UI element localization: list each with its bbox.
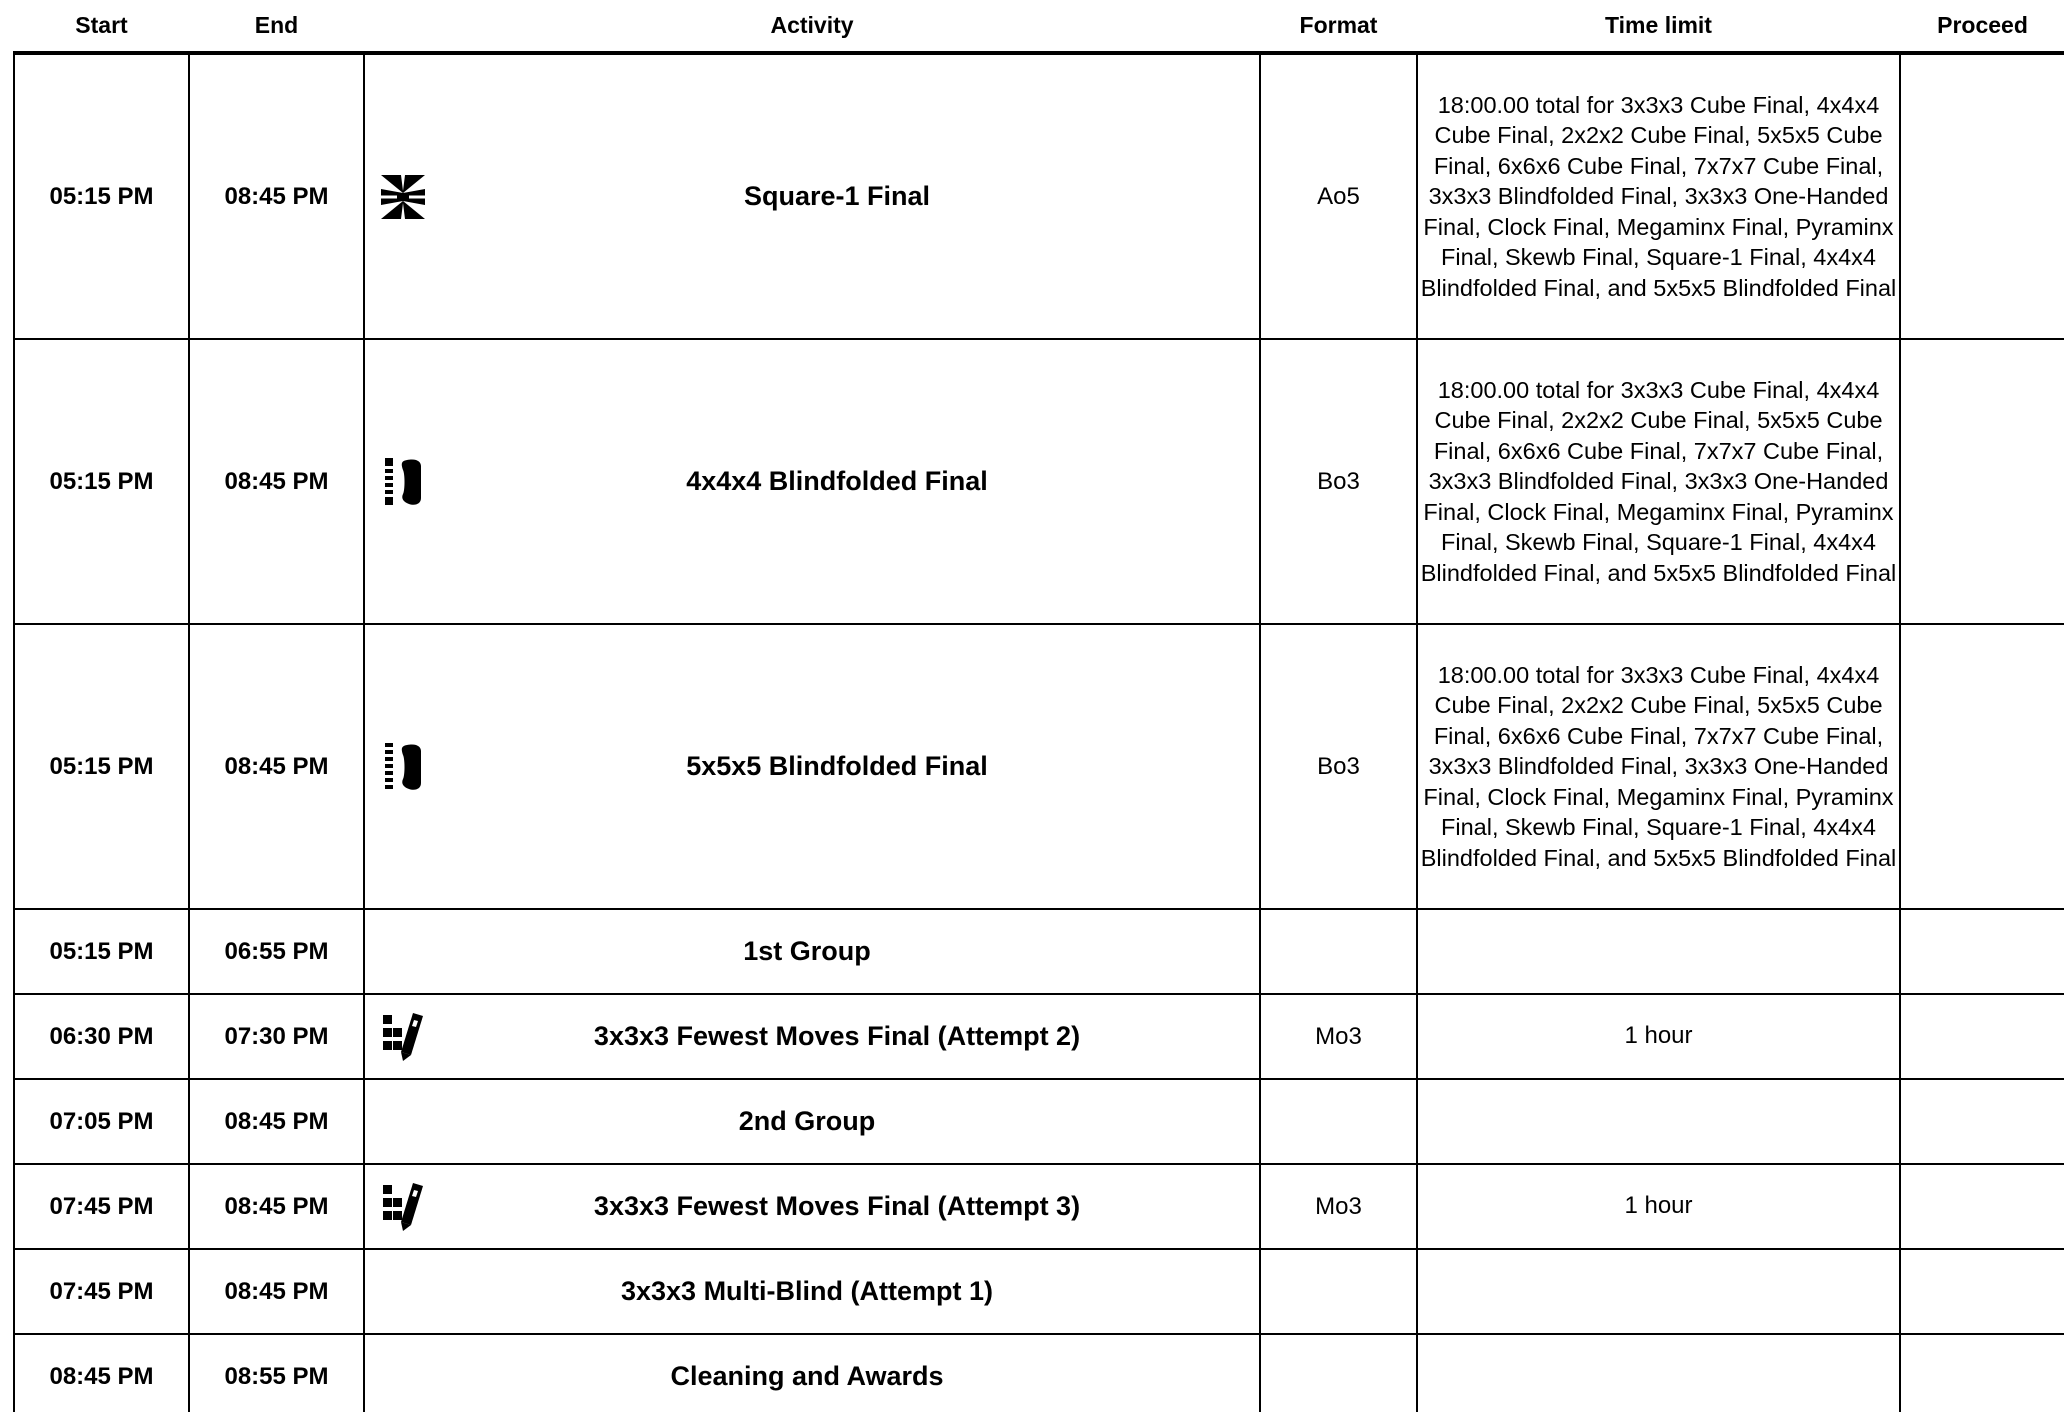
time-limit-cell: 1 hour <box>1417 994 1900 1079</box>
table-row <box>14 1079 2064 1164</box>
format-cell: Mo3 <box>1260 994 1417 1079</box>
start-time: 05:15 PM <box>14 624 189 909</box>
format-cell <box>1260 1079 1417 1164</box>
table-row <box>14 909 2064 994</box>
activity-cell <box>364 1079 1260 1164</box>
end-time: 08:45 PM <box>189 1164 364 1249</box>
table-row <box>14 1164 2064 1249</box>
activity-name: 4x4x4 Blindfolded Final <box>686 466 988 496</box>
start-time: 07:05 PM <box>14 1079 189 1164</box>
activity-cell <box>364 909 1260 994</box>
end-time: 08:45 PM <box>189 1249 364 1334</box>
time-limit-cell <box>1417 1249 1900 1334</box>
start-time: 08:45 PM <box>14 1334 189 1412</box>
start-time: 06:30 PM <box>14 994 189 1079</box>
blindfolded-icon <box>381 456 425 508</box>
proceed-cell <box>1900 1079 2064 1164</box>
activity-name: 5x5x5 Blindfolded Final <box>686 751 988 781</box>
end-time: 08:45 PM <box>189 53 364 339</box>
activity-cell <box>364 339 1260 624</box>
start-time: 07:45 PM <box>14 1164 189 1249</box>
column-header-activity: Activity <box>364 0 1260 53</box>
activity-name: 3x3x3 Fewest Moves Final (Attempt 2) <box>593 1021 1081 1051</box>
activity-cell <box>364 1334 1260 1412</box>
proceed-cell <box>1900 909 2064 994</box>
start-time: 07:45 PM <box>14 1249 189 1334</box>
activity-name: 3x3x3 Fewest Moves Final (Attempt 3) <box>593 1191 1081 1221</box>
activity-name: 2nd Group <box>738 1106 876 1136</box>
column-header-proceed: Proceed <box>1900 0 2064 53</box>
activity-name: 3x3x3 Multi-Blind (Attempt 1) <box>620 1276 994 1306</box>
proceed-cell <box>1900 339 2064 624</box>
format-cell: Bo3 <box>1260 624 1417 909</box>
format-cell: Mo3 <box>1260 1164 1417 1249</box>
end-time: 06:55 PM <box>189 909 364 994</box>
table-header <box>14 0 2064 53</box>
column-header-end: End <box>189 0 364 53</box>
table-row <box>14 1334 2064 1412</box>
format-cell <box>1260 909 1417 994</box>
fewest-moves-icon <box>381 1011 425 1063</box>
table-row <box>14 339 2064 624</box>
time-limit-cell <box>1417 1334 1900 1412</box>
format-cell: Ao5 <box>1260 53 1417 339</box>
table-row <box>14 624 2064 909</box>
proceed-cell <box>1900 1249 2064 1334</box>
proceed-cell <box>1900 1334 2064 1412</box>
format-cell <box>1260 1249 1417 1334</box>
activity-cell <box>364 624 1260 909</box>
start-time: 05:15 PM <box>14 909 189 994</box>
time-limit-cell <box>1417 1079 1900 1164</box>
column-header-format: Format <box>1260 0 1417 53</box>
table-row <box>14 53 2064 339</box>
schedule-table <box>13 0 2064 1412</box>
end-time: 08:45 PM <box>189 624 364 909</box>
proceed-cell <box>1900 624 2064 909</box>
time-limit-cell: 1 hour <box>1417 1164 1900 1249</box>
activity-name: Cleaning and Awards <box>670 1361 944 1391</box>
column-header-start: Start <box>14 0 189 53</box>
end-time: 08:45 PM <box>189 1079 364 1164</box>
proceed-cell <box>1900 1164 2064 1249</box>
table-row <box>14 1249 2064 1334</box>
start-time: 05:15 PM <box>14 53 189 339</box>
format-cell <box>1260 1334 1417 1412</box>
proceed-cell <box>1900 53 2064 339</box>
column-header-time-limit: Time limit <box>1417 0 1900 53</box>
activity-cell <box>364 994 1260 1079</box>
end-time: 08:55 PM <box>189 1334 364 1412</box>
fewest-moves-icon <box>381 1181 425 1233</box>
activity-name: 1st Group <box>743 936 871 966</box>
time-limit-cell: 18:00.00 total for 3x3x3 Cube Final, 4x4x4 Cube Final, 2x2x2 Cube Final, 5x5x5 Cube Final, 6x6x6 Cube Final, 7x7x7 Cube Final, 3x3x3 Blindfolded Final, 3x3x3 One-Handed Final, Clock Final, Megaminx Final, Pyraminx Final, Skewb Final, Square-1 Final, 4x4x4 Blindfolded Final, and 5x5x5 Blindfolded Final <box>1417 339 1900 624</box>
end-time: 07:30 PM <box>189 994 364 1079</box>
activity-cell <box>364 1249 1260 1334</box>
activity-name: Square-1 Final <box>743 181 931 211</box>
activity-cell <box>364 1164 1260 1249</box>
square-1-icon <box>381 171 425 223</box>
proceed-cell <box>1900 994 2064 1079</box>
activity-cell <box>364 53 1260 339</box>
table-row <box>14 994 2064 1079</box>
end-time: 08:45 PM <box>189 339 364 624</box>
time-limit-cell: 18:00.00 total for 3x3x3 Cube Final, 4x4x4 Cube Final, 2x2x2 Cube Final, 5x5x5 Cube Final, 6x6x6 Cube Final, 7x7x7 Cube Final, 3x3x3 Blindfolded Final, 3x3x3 One-Handed Final, Clock Final, Megaminx Final, Pyraminx Final, Skewb Final, Square-1 Final, 4x4x4 Blindfolded Final, and 5x5x5 Blindfolded Final <box>1417 53 1900 339</box>
time-limit-cell: 18:00.00 total for 3x3x3 Cube Final, 4x4x4 Cube Final, 2x2x2 Cube Final, 5x5x5 Cube Final, 6x6x6 Cube Final, 7x7x7 Cube Final, 3x3x3 Blindfolded Final, 3x3x3 One-Handed Final, Clock Final, Megaminx Final, Pyraminx Final, Skewb Final, Square-1 Final, 4x4x4 Blindfolded Final, and 5x5x5 Blindfolded Final <box>1417 624 1900 909</box>
start-time: 05:15 PM <box>14 339 189 624</box>
format-cell: Bo3 <box>1260 339 1417 624</box>
blindfolded-icon <box>381 741 425 793</box>
time-limit-cell <box>1417 909 1900 994</box>
